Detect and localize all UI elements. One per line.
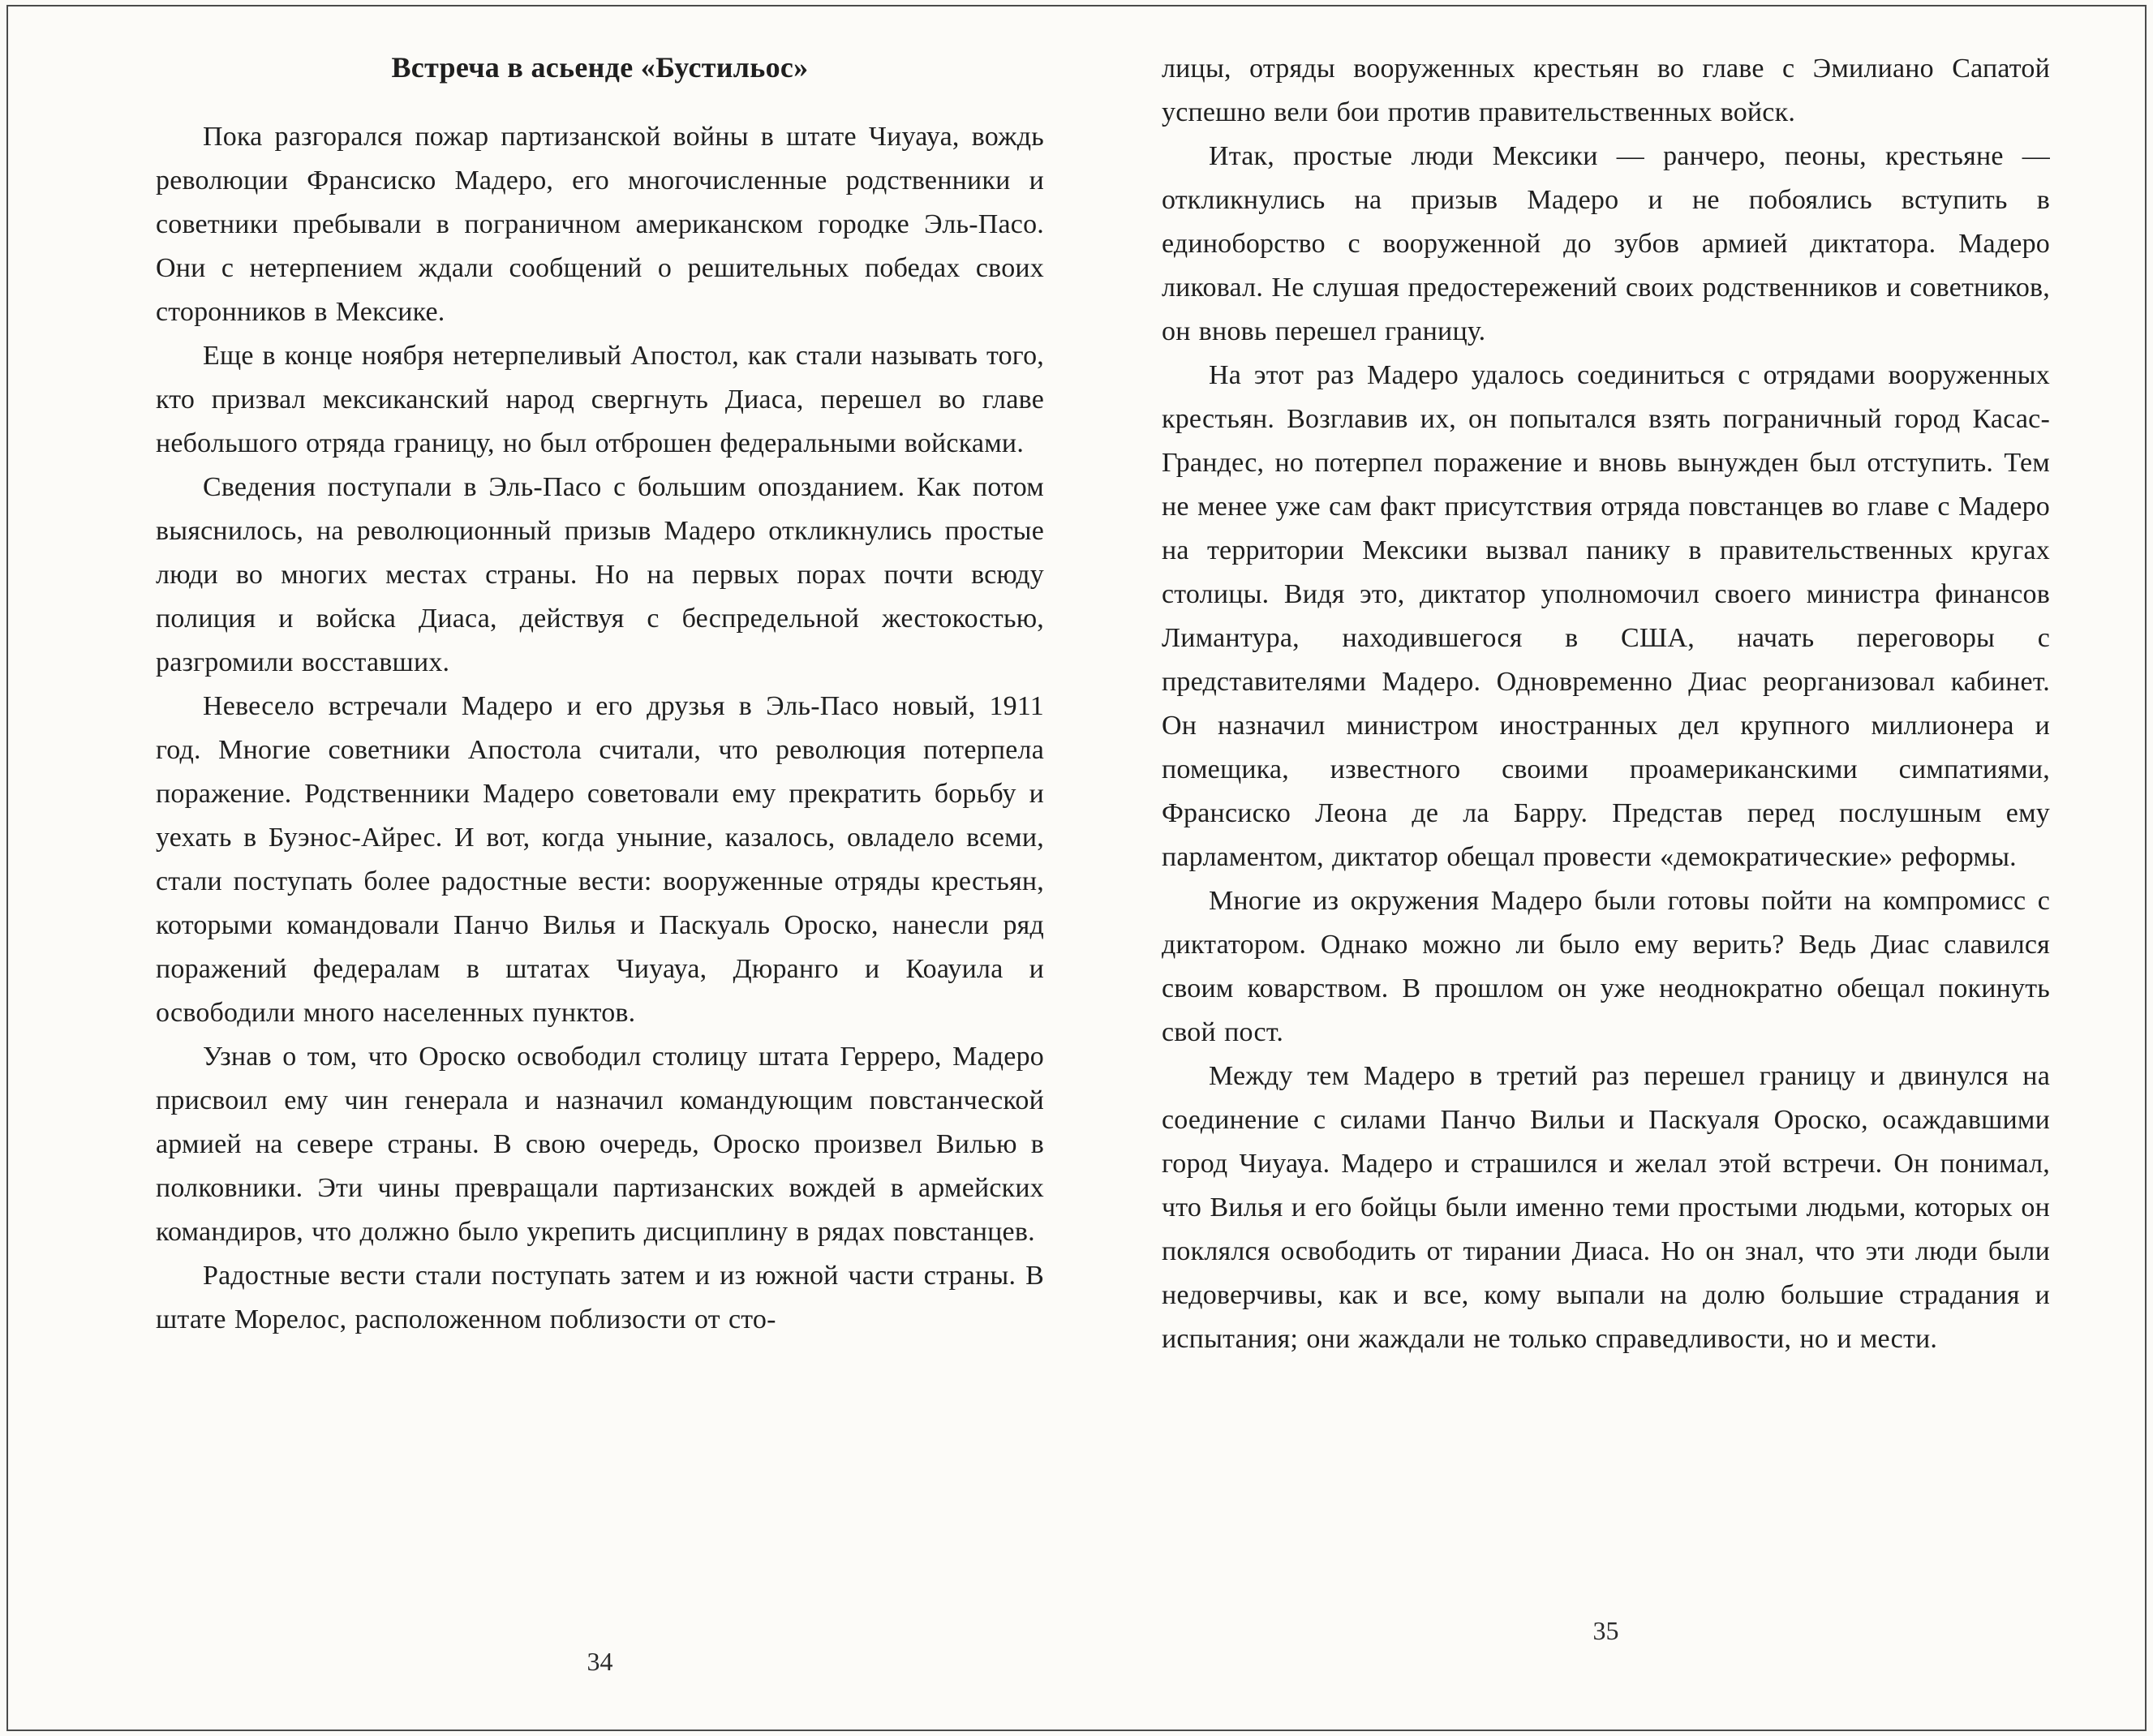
paragraph: Радостные вести стали поступать затем и из южной части страны. В штате Морелос, расположенном поблизости от сто- (156, 1261, 1044, 1334)
paragraph: Пока разгорался пожар партизанской войны в штате Чиуауа, вождь революции Франсиско Мадеро, его многочисленные родственники и советники пребывали в пограничном американском городке Эль-Пасо. Они с нетерпением ждали сообщений о решительных победах своих сторонников в Мексике. (156, 122, 1044, 327)
paragraph: Невесело встречали Мадеро и его друзья в Эль-Пасо новый, 1911 год. Многие советники Апостола считали, что революция потерпела поражение. Родственники Мадеро советовали ему прекратить борьбу и уехать в Буэнос-Айрес. И вот, когда уныние, казалось, овладело всеми, стали поступать более радостные вести: вооруженные отряды крестьян, которыми командовали Панчо Вилья и Паскуаль Ороско, нанесли ряд поражений федералам в штатах Чиуауа, Дюранго и Коауила и освободили много населенных пунктов. (156, 691, 1044, 1028)
chapter-title: Встреча в асьенде «Бустильос» (391, 51, 809, 84)
paragraph: Между тем Мадеро в третий раз перешел границу и двинулся на соединение с силами Панчо Вильи и Паскуаля Ороско, осаждавшими город Чиуауа. Мадеро и страшился и желал этой встречи. Он понимал, что Вилья и его бойцы были именно теми простыми людьми, которых он поклялся освободить от тирании Диаса. Но он знал, что эти люди были недоверчивы, как и все, кому выпали на долю большие страдания и испытания; они жаждали не только справедливости, но и мести. (1162, 1061, 2050, 1354)
paragraph: Узнав о том, что Ороско освободил столицу штата Герреро, Мадеро присвоил ему чин генерала и назначил командующим повстанческой армией на севере страны. В свою очередь, Ороско произвел Вилью в полковники. Эти чины превращали партизанских вождей в армейских командиров, что должно было укрепить дисциплину в рядах повстанцев. (156, 1042, 1044, 1247)
paragraph: Многие из окружения Мадеро были готовы пойти на компромисс с диктатором. Однако можно ли было ему верить? Ведь Диас славился своим коварством. В прошлом он уже неоднократно обещал покинуть свой пост. (1162, 886, 2050, 1047)
paragraph-continuation: лицы, отряды вооруженных крестьян во главе с Эмилиано Сапатой успешно вели бои против правительственных войск. (1162, 54, 2050, 127)
page-left-text (156, 115, 1044, 1342)
page-number-right: 35 (1592, 1616, 1619, 1645)
paragraph: На этот раз Мадеро удалось соединиться с отрядами вооруженных крестьян. Возглавив их, он попытался взять пограничный город Касас-Грандес, но потерпел поражение и вновь вынужден был отступить. Тем не менее уже сам факт присутствия отряда повстанцев во главе с Мадеро на территории Мексики вызвал панику в правительственных кругах столицы. Видя это, диктатор уполномочил своего министра финансов Лимантура, находившегося в США, начать переговоры с представителями Мадеро. Одновременно Диас реорганизовал кабинет. Он назначил министром иностранных дел крупного миллионера и помещика, известного своими проамериканскими симпатиями, Франсиско Леона де ла Барру. Представ перед послушным ему парламентом, диктатор обещал провести «демократические» реформы. (1162, 360, 2050, 872)
paragraph: Еще в конце ноября нетерпеливый Апостол, как стали называть того, кто призвал мексиканский народ свергнуть Диаса, перешел во главе небольшого отряда границу, но был отброшен федеральными войсками. (156, 341, 1044, 458)
page-right (1162, 47, 2050, 1361)
paragraph: Сведения поступали в Эль-Пасо с большим опозданием. Как потом выяснилось, на революционный призыв Мадеро откликнулись простые люди во многих местах страны. Но на первых порах почти всюду полиция и войска Диаса, действуя с беспредельной жестокостью, разгромили восставших. (156, 472, 1044, 677)
paragraph: Итак, простые люди Мексики — ранчеро, пеоны, крестьяне — откликнулись на призыв Мадеро и не побоялись вступить в единоборство с вооруженной до зубов армией диктатора. Мадеро ликовал. Не слушая предостережений своих родственников и советников, он вновь перешел границу. (1162, 141, 2050, 346)
page-right-text (1162, 47, 2050, 1361)
page-left (156, 50, 1044, 1342)
page-number-left: 34 (587, 1647, 613, 1676)
